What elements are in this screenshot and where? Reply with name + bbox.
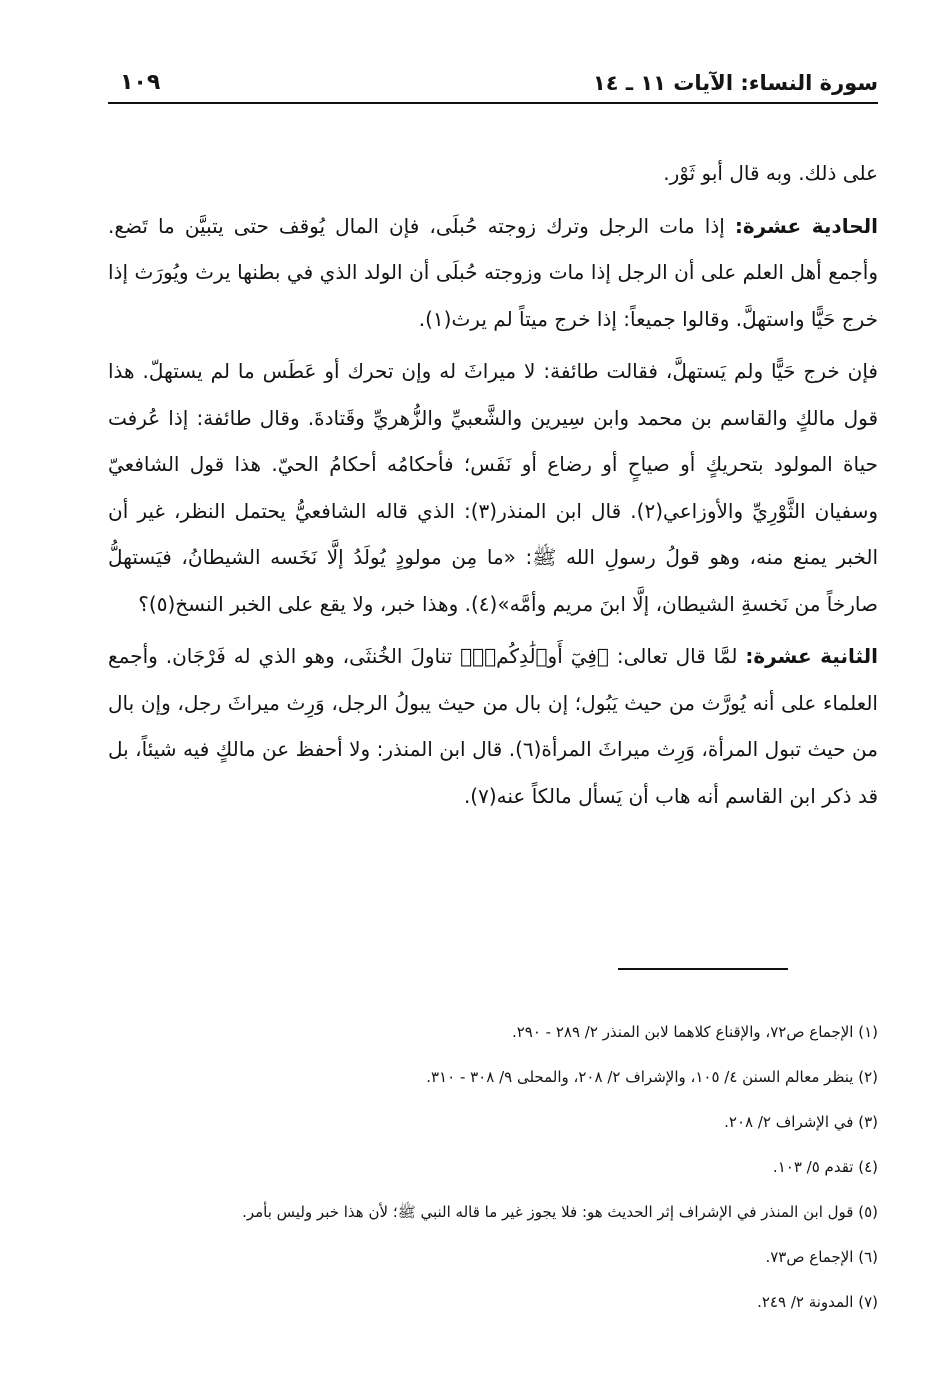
paragraph-1	[108, 150, 878, 197]
paragraph-2-text: إذا مات الرجل وترك زوجته حُبلَى، فإن المال يُوقف حتى يتبيَّن ما تَضع. وأجمع أهل العلم على أن الرجل إذا مات وزوجته حُبلَى أن الولد الذي في بطنها يرث ويُورَث إذا خرج حَيًّا واستهلَّ. وقالوا جميعاً: إذا خرج ميتاً لم يرث(١).	[108, 213, 878, 331]
chapter-title: سورة النساء: الآيات ١١ ـ ١٤	[592, 71, 878, 95]
footnote-1: (١) الإجماع ص٧٢، والإقناع كلاهما لابن المنذر ٢/ ٢٨٩ - ٢٩٠.	[511, 1023, 878, 1041]
running-header	[108, 68, 878, 104]
paragraph-2	[108, 203, 878, 343]
footnote-separator	[618, 968, 788, 970]
footnote-3: (٣) في الإشراف ٢/ ٢٠٨.	[724, 1113, 878, 1131]
paragraph-3-text: فإن خرج حَيًّا ولم يَستهلَّ، فقالت طائفة: لا ميراثَ له وإن تحرك أو عَطَس ما لم يستهلّ. هذا قول مالكٍ والقاسم بن محمد وابن سِيرين والشَّعبيِّ والزُّهريِّ وقَتادةَ. وقال طائفة: إذا عُرفت حياة المولود بتحريكٍ أو صياحٍ أو رضاع أو نَفَس؛ فأحكامُه أحكامُ الحيّ. هذا قول الشافعيّ وسفيان الثَّوْرِيِّ والأوزاعي(٢). قال ابن المنذر(٣): الذي قاله الشافعيُّ يحتمل النظر، غير أن الخبر يمنع منه، وهو قولُ رسولِ الله ﷺ: «ما مِن مولودٍ يُولَدُ إلَّا نَخَسه الشيطانُ، فيَستهلُّ صارخاً من نَخسةِ الشيطان، إلَّا ابنَ مريم وأمَّه»(٤). وهذا خبر، ولا يقع على الخبر النسخ(٥)؟	[108, 359, 878, 616]
footnote-6: (٦) الإجماع ص٧٣.	[765, 1248, 878, 1266]
header-rule	[108, 102, 878, 104]
footnotes	[108, 1010, 878, 1325]
paragraph-4	[108, 633, 878, 819]
paragraph-3	[108, 348, 878, 627]
footnote-2: (٢) ينظر معالم السنن ٤/ ١٠٥، والإشراف ٢/ ٢٠٨، والمحلى ٩/ ٣٠٨ - ٣١٠.	[426, 1068, 878, 1086]
footnote-4: (٤) تقدم ٥/ ١٠٣.	[772, 1158, 878, 1176]
footnote-7: (٧) المدونة ٢/ ٢٤٩.	[757, 1293, 878, 1311]
page-number: ١٠٩	[120, 70, 161, 95]
main-text	[108, 150, 878, 819]
paragraph-4-text: لمَّا قال تعالى: ﴿فِيٓ أَوۡلَٰدِكُمۡۖ﴾ تناولَ الخُنثَى، وهو الذي له فَرْجَان. وأجمع العلماء على أنه يُورَّث من حيث يَبُول؛ إن بال من حيث يبولُ الرجل، وَرِث ميراثَ رجل، وإن بال من حيث تبول المرأة، وَرِث ميراثَ المرأة(٦). قال ابن المنذر: ولا أحفظ عن مالكٍ فيه شيئاً، بل قد ذكر ابن القاسم أنه هاب أن يَسأل مالكاً عنه(٧).	[108, 644, 878, 808]
section-heading-12: الثانية عشرة:	[745, 644, 878, 668]
footnote-5: (٥) قول ابن المنذر في الإشراف إثر الحديث هو: فلا يجوز غير ما قاله النبي ﷺ؛ لأن هذا خبر وليس بأمر.	[242, 1203, 878, 1221]
section-heading-11: الحادية عشرة:	[734, 213, 878, 238]
paragraph-1-text: على ذلك. وبه قال أبو ثَوْر.	[663, 161, 878, 185]
